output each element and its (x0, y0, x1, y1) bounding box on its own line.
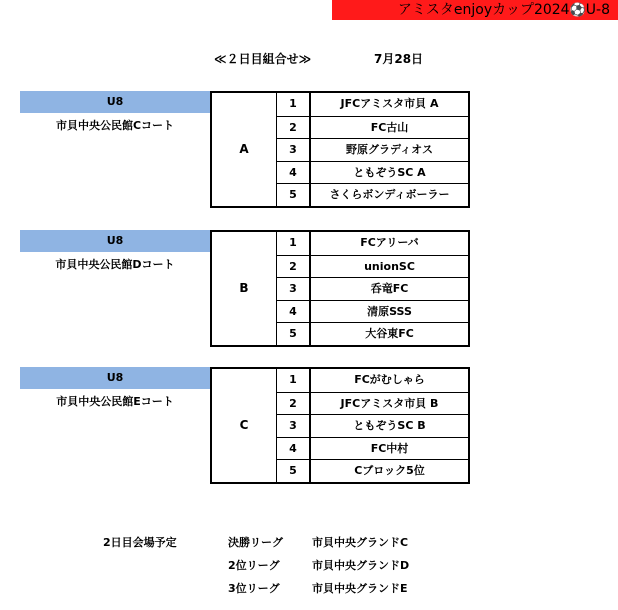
table-row (212, 93, 468, 116)
banner-title-prefix: アミスタenjoyカップ2024 (397, 2, 570, 18)
table-row (277, 322, 468, 345)
league-name: 3位リーグ (228, 582, 280, 595)
venue-label: 市貝中央公民館Dコート (55, 258, 175, 271)
venue-label: 市貝中央公民館Eコート (56, 395, 174, 408)
team-name: Cブロック5位 (354, 464, 425, 478)
footer-label: 2日目会場予定 (103, 536, 177, 549)
table-row (212, 232, 468, 255)
team-number: 5 (289, 327, 297, 341)
group-c (0, 367, 618, 483)
team-number: 2 (289, 259, 297, 273)
league-name: 2位リーグ (228, 559, 280, 572)
table-row (212, 369, 468, 392)
team-number: 3 (289, 282, 297, 296)
table-row (277, 161, 468, 184)
table-row (277, 183, 468, 206)
league-name: 決勝リーグ (228, 536, 283, 549)
team-number: 4 (289, 304, 297, 318)
team-number: 3 (289, 419, 297, 433)
group-b (0, 230, 618, 346)
table-row (277, 437, 468, 460)
group-table (210, 230, 470, 347)
league-venue: 市貝中央グランドC (312, 536, 409, 549)
team-number: 1 (289, 236, 297, 249)
team-number: 5 (289, 188, 297, 202)
team-name: FCがむしゃら (354, 373, 425, 386)
team-number: 3 (289, 143, 297, 157)
team-number: 2 (289, 120, 297, 134)
group-table (210, 91, 470, 208)
team-number: 2 (289, 396, 297, 410)
team-name: さくらボンディボーラー (329, 188, 450, 202)
venue-label: 市貝中央公民館Cコート (55, 119, 175, 132)
age-bar: U8 (20, 230, 210, 252)
page-title: ≪２日目組合せ≫ (214, 52, 312, 66)
team-name: 大谷東FC (365, 327, 414, 341)
team-number: 4 (289, 441, 297, 455)
team-name: 野原グラディオス (345, 143, 433, 157)
group-letter: A (239, 142, 249, 156)
team-name: FCアリーバ (360, 236, 419, 249)
banner-title (398, 0, 610, 20)
team-number: 1 (289, 373, 297, 386)
table-row (277, 255, 468, 278)
team-name: 呑竜FC (370, 282, 409, 296)
age-bar: U8 (20, 367, 210, 389)
soccer-ball-icon: ⚽ (569, 3, 586, 18)
banner-title-suffix: U-8 (585, 2, 610, 18)
team-name: FC中村 (370, 441, 409, 455)
table-row (277, 116, 468, 139)
table-row (277, 300, 468, 323)
table-row (277, 277, 468, 300)
group-a (0, 91, 618, 207)
team-name: ともぞうSC A (353, 165, 426, 179)
team-name: unionSC (364, 259, 415, 273)
table-row (277, 392, 468, 415)
team-name: JFCアミスタ市貝 B (340, 396, 439, 410)
team-name: JFCアミスタ市貝 A (340, 97, 439, 110)
team-number: 5 (289, 464, 297, 478)
age-bar: U8 (20, 91, 210, 113)
league-venue: 市貝中央グランドD (312, 559, 410, 572)
title-banner (332, 0, 618, 20)
table-row (277, 138, 468, 161)
team-number: 4 (289, 165, 297, 179)
league-venue: 市貝中央グランドE (312, 582, 408, 595)
group-letter: C (239, 418, 249, 432)
page-date: 7月28日 (374, 52, 424, 66)
team-name: FC古山 (370, 120, 409, 134)
group-letter: B (239, 281, 249, 295)
team-name: 清原SSS (367, 304, 412, 318)
group-table (210, 367, 470, 484)
table-row (277, 414, 468, 437)
team-name: ともぞうSC B (353, 419, 426, 433)
table-row (277, 459, 468, 482)
team-number: 1 (289, 97, 297, 110)
